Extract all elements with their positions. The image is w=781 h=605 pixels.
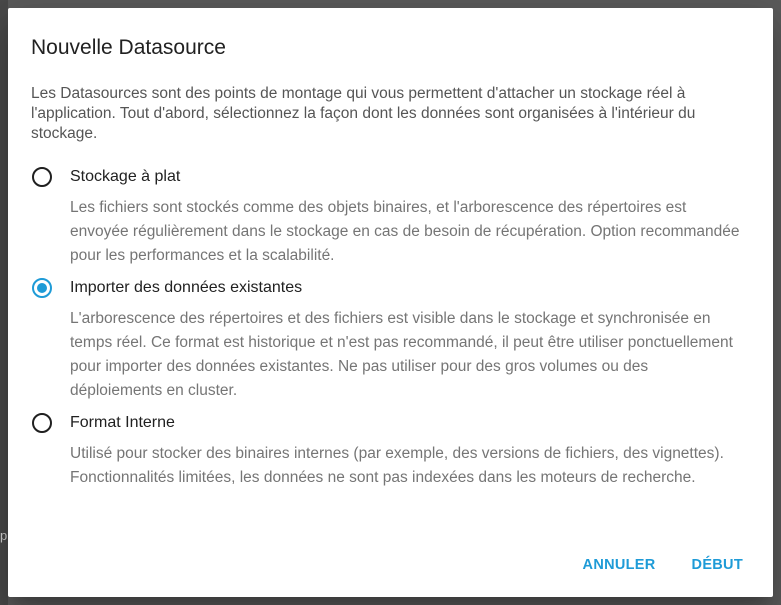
option-description: Les fichiers sont stockés comme des objets binaires, et l'arborescence des répertoires est envoyée régulièrement dans le stockage en cas de besoin de récupération. Option recommandée pour les performances et la scalabilité.	[70, 199, 740, 264]
new-datasource-dialog	[8, 8, 773, 597]
option-label[interactable]: Importer des données existantes	[70, 279, 303, 296]
dialog-intro-text: Les Datasources sont des points de montage qui vous permettent d'attacher un stockage réel à l'application. Tout d'abord, sélectionnez la façon dont les données sont organisées à l'intérieur du stockage.	[31, 85, 696, 142]
start-button[interactable]: DÉBUT	[678, 547, 757, 583]
option-description: Utilisé pour stocker des binaires internes (par exemple, des versions de fichiers, des vignettes). Fonctionnalités limitées, les données ne sont pas indexées dans les moteurs de recherche.	[70, 445, 724, 486]
dialog-title: Nouvelle Datasource	[31, 36, 226, 59]
option-description: L'arborescence des répertoires et des fichiers est visible dans le stockage et synchronisée en temps réel. Ce format est historique et n'est pas recommandé, il peut être utiliser ponctuellement pour importer des données existantes. Ne pas utiliser pour des gros volumes ou des déploiements en cluster.	[70, 310, 733, 399]
radio-unchecked-icon[interactable]	[32, 413, 52, 433]
radio-checked-icon[interactable]	[32, 278, 52, 298]
backdrop-text-fragment: p	[0, 528, 8, 543]
option-label[interactable]: Stockage à plat	[70, 168, 181, 185]
cancel-button[interactable]: ANNULER	[569, 547, 670, 583]
backdrop-strip	[0, 0, 8, 605]
option-label[interactable]: Format Interne	[70, 414, 175, 431]
radio-unchecked-icon[interactable]	[32, 167, 52, 187]
dialog-actions	[569, 547, 757, 583]
